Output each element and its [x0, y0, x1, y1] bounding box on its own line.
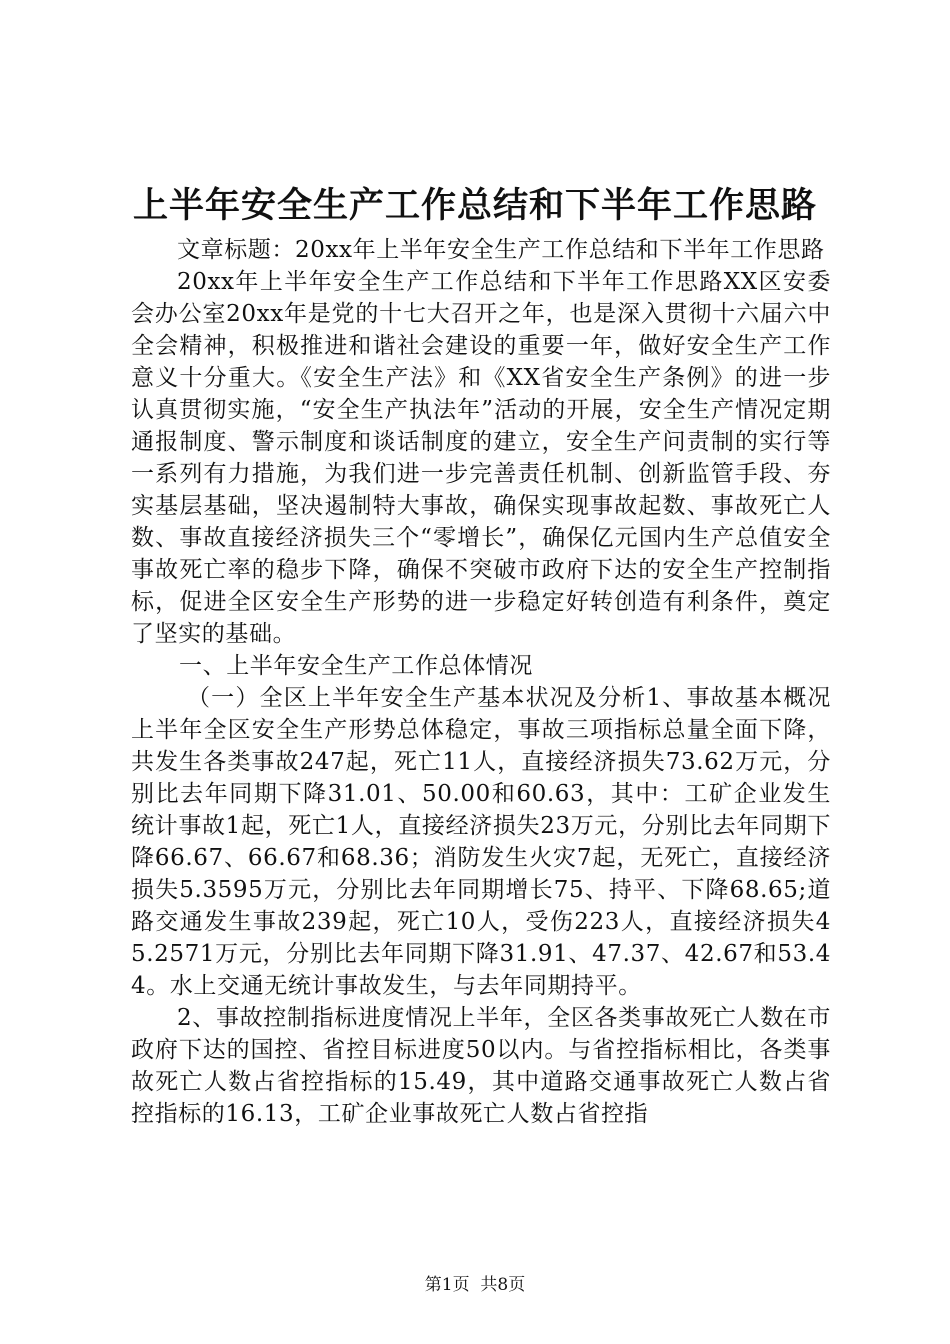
page-number-label: 第1页 共8页 [424, 1275, 526, 1295]
page-footer [0, 1273, 950, 1297]
accident-overview-paragraph: （一）全区上半年安全生产基本状况及分析1、事故基本概况上半年全区安全生产形势总体稳定，事故三项指标总量全面下降，共发生各类事故247起，死亡11人，直接经济损失73.62万元，分别比去年同期下降31.01、50.00和60.63，其中：工矿企业发生统计事故1起，死亡1人，直接经济损失23万元，分别比去年同期下降66.67、66.67和68.36；消防发生火灾7起，无死亡，直接经济损失5.3595万元，分别比去年同期增长75、持平、下降68.65;道路交通发生事故239起，死亡10人，受伤223人，直接经济损失45.2571万元，分别比去年同期下降31.91、47.37、42.67和53.44。水上交通无统计事故发生，与去年同期持平。 [131, 685, 831, 999]
intro-paragraph: 20xx年上半年安全生产工作总结和下半年工作思路XX区安委会办公室20xx年是党的十七大召开之年，也是深入贯彻十六届六中全会精神，积极推进和谐社会建设的重要一年，做好安全生产工作意义十分重大。《安全生产法》和《XX省安全生产条例》的进一步认真贯彻实施，“安全生产执法年”活动的开展，安全生产情况定期通报制度、警示制度和谈话制度的建立，安全生产问责制的实行等一系列有力措施，为我们进一步完善责任机制、创新监管手段、夯实基层基础，坚决遏制特大事故，确保实现事故起数、事故死亡人数、事故直接经济损失三个“零增长”，确保亿元国内生产总值安全事故死亡率的稳步下降，确保不突破市政府下达的安全生产控制指标，促进全区安全生产形势的进一步稳定好转创造有利条件，奠定了坚实的基础。 [131, 269, 831, 647]
section-heading: 一、上半年安全生产工作总体情况 [179, 653, 533, 679]
article-title-paragraph: 文章标题：20xx年上半年安全生产工作总结和下半年工作思路 [177, 237, 825, 263]
document-title: 上半年安全生产工作总结和下半年工作思路 [132, 185, 817, 226]
control-indicator-paragraph: 2、事故控制指标进度情况上半年，全区各类事故死亡人数在市政府下达的国控、省控目标进度50以内。与省控指标相比，各类事故死亡人数占省控指标的15.49，其中道路交通事故死亡人数占省控指标的16.13，工矿企业事故死亡人数占省控指 [131, 1005, 831, 1127]
document-body [131, 234, 831, 1130]
